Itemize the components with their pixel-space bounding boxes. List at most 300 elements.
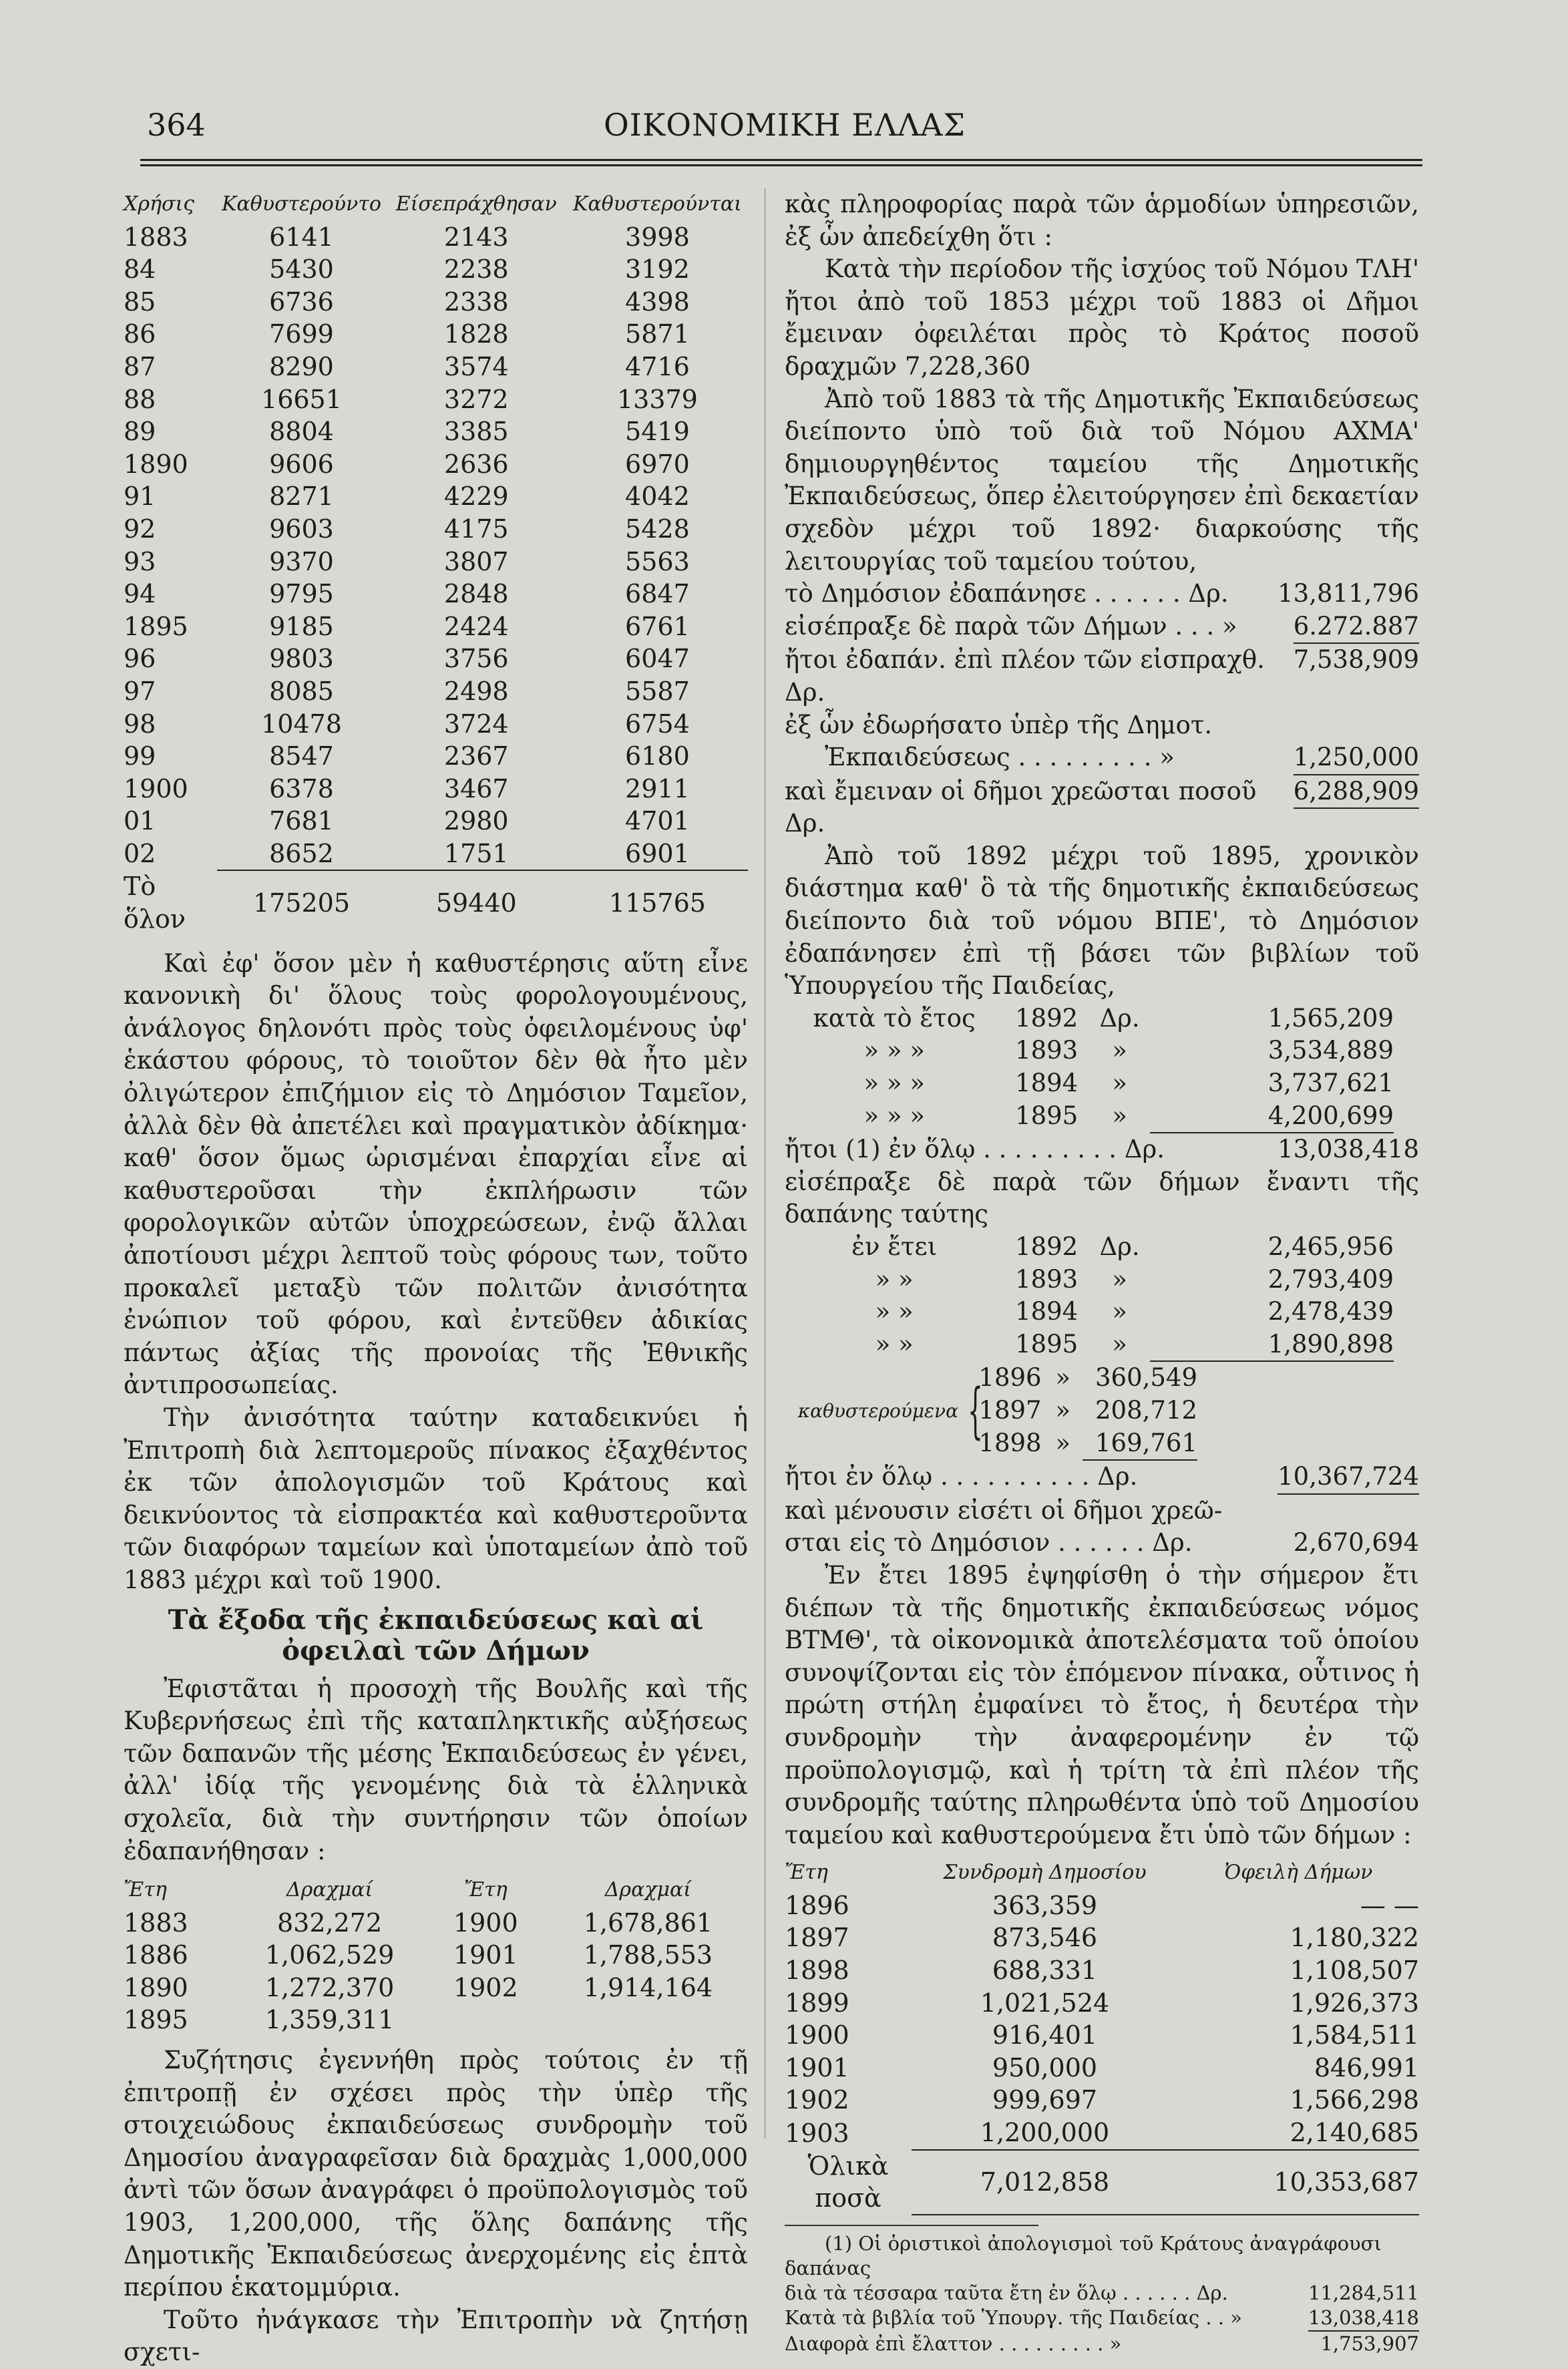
municipal-debt-table	[785, 1857, 1419, 2215]
col-header-contribution: Συνδρομὴ Δημοσίου	[943, 1861, 1147, 1885]
year-cell: 1902	[453, 1972, 518, 2002]
total-collected: 59440	[386, 870, 567, 935]
footnote	[785, 2231, 1419, 2356]
table-row	[124, 675, 748, 708]
amount-cell	[548, 2004, 748, 2036]
table-row	[124, 546, 748, 578]
year-cell	[423, 2004, 548, 2036]
ledger-amount: 2,478,439	[1267, 1297, 1394, 1326]
ledger-prefix: κατὰ τὸ ἔτος	[813, 1003, 976, 1033]
collected-cell: 3756	[443, 644, 509, 674]
running-title: ΟΙΚΟΝΟΜΙΚΗ ΕΛΛΑΣ	[603, 107, 966, 143]
ledger-label: ἤτοι ἐδαπάν. ἐπὶ πλέον τῶν εἰσπραχθ. Δρ.	[785, 645, 1265, 707]
owed-cell: 9606	[269, 449, 334, 479]
ledger-label: εἰσέπραξε δὲ παρὰ τῶν Δήμων . . . »	[785, 611, 1237, 641]
ledger-currency: »	[1112, 1036, 1127, 1065]
year-cell: 98	[124, 709, 156, 739]
outstanding-cell: 6180	[625, 741, 690, 771]
arrears-table-body	[124, 221, 748, 871]
collected-cell: 4175	[443, 514, 509, 544]
table-row	[785, 1889, 1419, 1922]
col-header-year: Χρήσις	[124, 192, 195, 216]
section-heading-line: Τὰ ἔξοδα τῆς ἐκπαιδεύσεως καὶ αἱ	[168, 1604, 704, 1636]
amount-cell: 1,914,164	[583, 1972, 713, 2002]
ledger-year: 1896	[978, 1363, 1042, 1393]
ledger-amount: 6.272.887	[1294, 610, 1419, 645]
outstanding-cell: 2911	[625, 773, 690, 803]
year-cell: 92	[124, 514, 156, 544]
collected-cell: 3272	[443, 384, 509, 414]
remaining-line: καὶ μένουσιν εἰσέτι οἱ δῆμοι χρεῶ-	[785, 1495, 1223, 1525]
table-header-row	[124, 188, 748, 221]
ledger-row	[785, 1067, 1394, 1100]
footnote-label: διὰ τὰ τέσσαρα ταῦτα ἔτη ἐν ὅλῳ . . . . . . Δρ.	[785, 2281, 1228, 2304]
ledger-total-row	[785, 1133, 1419, 1166]
total-contribution: 7,012,858	[912, 2150, 1178, 2215]
footnote-line: (1) Οἱ ὁριστικοὶ ἀπολογισμοὶ τοῦ Κράτους ἀναγράφουσι δαπάνας	[785, 2231, 1382, 2280]
ledger-row	[785, 1035, 1394, 1067]
footnote-amount: 11,284,511	[1308, 2281, 1419, 2304]
owed-cell: 6141	[269, 222, 334, 252]
year-cell: 1883	[124, 1907, 188, 1938]
year-cell: 99	[124, 741, 156, 771]
debt-cell: — —	[1360, 1890, 1419, 1920]
year-cell: 84	[124, 254, 156, 285]
table-row	[124, 286, 748, 319]
ledger-amount: 360,549	[1095, 1363, 1197, 1393]
table-row	[124, 318, 748, 351]
paragraph: Ἐν ἔτει 1895 ἐψηφίσθη ὁ τὴν σήμερον ἔτι διέπων τὰ τῆς δημοτικῆς ἐκπαιδεύσεως νόμος ΒΤΜΘ', τὰ οἰκονομικὰ ἀποτελέσματα τοῦ ὁποίου συνοψίζονται εἰς τὸν ἑπόμενον πίνακα, οὗτινος ἡ πρώτη στήλη ἐμφαίνει τὸ ἔτος, ἡ δευτέρα τὴν συνδρομὴν τὴν ἀναφερομένην ἐν τῷ προϋπολογισμῷ, καὶ ἡ τρίτη τὰ ἐπὶ πλέον τῆς συνδρομῆς ταύτης πληρωθέντα ὑπὸ τοῦ Δημοσίου ταμείου καὶ καθυστερούμενα ἔτι ὑπὸ τῶν δήμων :	[785, 1560, 1419, 1849]
ledger-total-row	[785, 1461, 1419, 1495]
contribution-cell: 688,331	[992, 1956, 1098, 1986]
owed-cell: 9603	[269, 514, 334, 544]
ledger-row	[785, 1296, 1394, 1328]
ledger-amount: 13,038,418	[1278, 1135, 1419, 1164]
footnote-label: Κατὰ τὰ βιβλία τοῦ Ὑπουργ. τῆς Παιδείας . . »	[785, 2306, 1243, 2329]
ledger-currency: »	[1112, 1297, 1127, 1326]
ledger-prefix: ἐν ἔτει	[851, 1232, 938, 1261]
contribution-cell: 950,000	[992, 2052, 1098, 2082]
outstanding-cell: 5419	[625, 417, 690, 447]
ledger-amount: 1,250,000	[1294, 741, 1419, 775]
year-cell: 1898	[785, 1956, 849, 1986]
year-cell: 1901	[453, 1940, 518, 1970]
table-row	[124, 383, 748, 416]
paragraph: Ἐφιστᾶται ἡ προσοχὴ τῆς Βουλῆς καὶ τῆς Κυβερνήσεως ἐπὶ τῆς καταπληκτικῆς αὐξήσεως τῶν δαπανῶν τῆς μέσης Ἐκπαιδεύσεως ἐν γένει, ἀλλ' ἰδίᾳ τῆς γενομένης διὰ τὰ ἑλληνικὰ σχολεῖα, διὰ τὴν συντήρησιν τῶν ὁποίων ἐδαπανήθησαν :	[124, 1674, 748, 1865]
outstanding-cell: 3998	[625, 222, 690, 252]
brace-glyph: {	[968, 1376, 983, 1447]
year-cell: 1890	[124, 449, 188, 479]
paragraph: Τὴν ἀνισότητα ταύτην καταδεικνύει ἡ Ἐπιτροπὴ διὰ λεπτομεροῦς πίνακος ἐξαχθέντος ἐκ τῶν ἀπολογισμῶν τοῦ Κράτους καὶ δεικνύοντος τὰ εἰσπρακτέα καὶ καθυστεροῦντα τῶν διαφόρων ταμείων καὶ ὑποταμείων ἀπὸ τοῦ 1883 μέχρι καὶ τοῦ 1900.	[124, 1403, 748, 1594]
year-cell: 94	[124, 579, 156, 609]
ledger-currency: »	[1112, 1069, 1127, 1098]
owed-cell: 9185	[269, 611, 334, 641]
ledger-year: 1895	[1015, 1101, 1079, 1131]
right-column	[785, 188, 1419, 2356]
ledger-row	[785, 610, 1419, 645]
ledger-row	[785, 775, 1419, 840]
ledger-prefix: » » »	[863, 1101, 925, 1131]
ledger-1892-1895-spent	[785, 1003, 1394, 1133]
ledger-amount: 13,811,796	[1278, 579, 1419, 608]
debt-cell: 846,991	[1314, 2052, 1419, 2082]
ledger-row	[785, 709, 1419, 742]
ledger-year: 1894	[1015, 1069, 1079, 1098]
year-cell: 1897	[785, 1923, 849, 1953]
outstanding-cell: 4042	[625, 482, 690, 512]
contribution-cell: 363,359	[992, 1890, 1098, 1920]
outstanding-cell: 5563	[625, 546, 690, 576]
year-cell: 1900	[785, 2020, 849, 2050]
ledger-row	[785, 1003, 1394, 1035]
ledger-currency: »	[1112, 1264, 1127, 1294]
table-row	[124, 610, 748, 643]
table-row	[124, 838, 748, 871]
ledger-amount: 208,712	[1095, 1395, 1197, 1425]
footnote-amount: 13,038,418	[1308, 2306, 1419, 2332]
table-row	[124, 1972, 748, 2004]
year-cell: 1900	[453, 1907, 518, 1938]
table-row	[124, 480, 748, 513]
table-row	[785, 1954, 1419, 1987]
year-cell: 1900	[124, 773, 188, 803]
ledger-row	[785, 644, 1419, 709]
ledger-amount: 3,534,889	[1267, 1036, 1394, 1065]
page-number: 364	[147, 107, 206, 143]
table-header-row	[124, 1874, 748, 1907]
collected-cell: 4229	[443, 482, 509, 512]
collected-cell: 2848	[443, 579, 509, 609]
outstanding-cell: 4398	[625, 287, 690, 317]
collected-cell: 1828	[443, 319, 509, 349]
outstanding-cell: 5587	[625, 676, 690, 706]
owed-cell: 8085	[269, 676, 334, 706]
owed-cell: 8804	[269, 417, 334, 447]
table-row	[785, 2019, 1419, 2052]
owed-cell: 9803	[269, 644, 334, 674]
owed-cell: 5430	[269, 254, 334, 285]
ledger-row	[785, 1264, 1394, 1296]
ledger-year: 1893	[1015, 1036, 1079, 1065]
table-row	[124, 2004, 748, 2036]
debt-cell: 1,926,373	[1290, 1988, 1419, 2018]
ledger-currency: »	[1055, 1363, 1071, 1393]
ledger-amount: 2,465,956	[1267, 1232, 1394, 1261]
year-cell: 1886	[124, 1940, 188, 1970]
ledger-row	[977, 1395, 1197, 1427]
ledger-amount: 4,200,699	[1150, 1100, 1394, 1133]
table-row	[124, 578, 748, 610]
outstanding-cell: 13379	[616, 384, 698, 414]
outstanding-cell: 6754	[625, 709, 690, 739]
collected-cell: 3724	[443, 709, 509, 739]
ledger-year: 1894	[1015, 1297, 1079, 1326]
ledger-amount: 169,761	[1083, 1427, 1197, 1461]
section-heading-line: ὀφειλαὶ τῶν Δήμων	[282, 1634, 590, 1666]
debt-cell: 1,566,298	[1290, 2085, 1419, 2115]
collected-cell: 2636	[443, 449, 509, 479]
year-cell: 1902	[785, 2085, 849, 2115]
ledger-row	[785, 1328, 1394, 1362]
ledger-amount: 1,890,898	[1150, 1328, 1394, 1362]
total-label: Ὁλικὰ ποσὰ	[807, 2151, 889, 2213]
year-cell: 96	[124, 644, 156, 674]
table-header-row	[785, 1857, 1419, 1889]
col-header-collected: Είσεπράχθησαν	[395, 192, 557, 216]
collected-cell: 2980	[443, 806, 509, 836]
table-row	[124, 643, 748, 675]
collected-cell: 2238	[443, 254, 509, 285]
year-cell: 1883	[124, 222, 188, 252]
paragraph: εἰσέπραξε δὲ παρὰ τῶν δήμων ἔναντι τῆς δαπάνης ταύτης	[785, 1167, 1419, 1229]
ledger-row	[977, 1427, 1197, 1461]
ledger-year: 1898	[978, 1429, 1042, 1458]
year-cell: 88	[124, 384, 156, 414]
table-row	[124, 1939, 748, 1972]
amount-cell: 1,788,553	[583, 1940, 713, 1970]
ledger-label: ἤτοι ἐν ὅλῳ . . . . . . . . . . Δρ.	[785, 1462, 1138, 1491]
table-row	[124, 805, 748, 838]
paragraph: Ἀπὸ τοῦ 1892 μέχρι τοῦ 1895, χρονικὸν διάστημα καθ' ὃ τὰ τῆς δημοτικῆς ἐκπαιδεύσεως διείποντο διὰ τοῦ νόμου ΒΠΕ', τὸ Δημόσιον ἐδαπάνησεν ἐπὶ τῇ βάσει τῶν βιβλίων τοῦ Ὑπουργείου τῆς Παιδείας,	[785, 841, 1419, 1000]
debt-cell: 1,108,507	[1290, 1956, 1419, 1986]
collected-cell: 3385	[443, 417, 509, 447]
ledger-amount: 3,737,621	[1267, 1069, 1394, 1098]
table-row	[124, 513, 748, 546]
outstanding-cell: 6847	[625, 579, 690, 609]
debt-cell: 1,180,322	[1290, 1923, 1419, 1953]
contribution-cell: 873,546	[992, 1923, 1098, 1953]
total-label: Τὸ ὅλον	[124, 872, 186, 934]
ledger-prefix: » »	[875, 1330, 914, 1359]
overdue-label: καθυστερούμενα	[797, 1399, 958, 1422]
header-rule-top	[140, 159, 1422, 161]
remaining-debt	[785, 1495, 1419, 1560]
col-header-years: Ἔτη	[124, 1878, 167, 1902]
ledger-currency: »	[1055, 1429, 1071, 1458]
ledger-year: 1897	[978, 1395, 1042, 1425]
ledger-currency: Δρ.	[1099, 1003, 1140, 1033]
col-header-outstanding: Καθυστερούνται	[572, 192, 742, 216]
debt-cell: 1,584,511	[1290, 2020, 1419, 2050]
municipal-debt-body	[785, 1889, 1419, 2150]
owed-cell: 6378	[269, 773, 334, 803]
table-row	[124, 708, 748, 741]
collected-cell: 2143	[443, 222, 509, 252]
education-spending-table	[124, 1874, 748, 2036]
paragraph: Κατὰ τὴν περίοδον τῆς ἰσχύος τοῦ Νόμου ΤΛΗ' ἤτοι ἀπὸ τοῦ 1853 μέχρι τοῦ 1883 οἱ Δῆμοι ἔμειναν ὀφειλέται πρὸς τὸ Κράτος ποσοῦ δραχμῶν 7,228,360	[785, 254, 1419, 381]
paragraph: Συζήτησις ἐγεννήθη πρὸς τούτοις ἐν τῇ ἐπιτροπῇ ἐν σχέσει πρὸς τὴν ὑπὲρ τῆς στοιχειώδους ἐκπαιδεύσεως συνδρομὴν τοῦ Δημοσίου ἀναγραφεῖσαν διὰ δραχμὰς 1,000,000 ἀντὶ τῶν ὅσων ἀναγράφει ὁ προϋπολογισμὸς τοῦ 1903, 1,200,000, τῆς ὅλης δαπάνης τῆς Δημοτικῆς Ἐκπαιδεύσεως ἀνερχομένης εἰς ἑπτὰ περίπου ἑκατομμύρια.	[124, 2046, 748, 2302]
footnote-rule	[785, 2225, 1038, 2226]
total-outstanding: 115765	[567, 870, 748, 935]
table-total-row	[785, 2150, 1419, 2215]
table-total-row	[124, 870, 748, 935]
footnote-row	[785, 2306, 1419, 2332]
collected-cell: 2498	[443, 676, 509, 706]
ledger-1883-1892	[785, 578, 1419, 840]
ledger-label: ἤτοι (1) ἐν ὅλῳ . . . . . . . . . Δρ.	[785, 1135, 1165, 1164]
table-row	[124, 1907, 748, 1940]
year-cell: 1903	[785, 2118, 849, 2148]
outstanding-cell: 6047	[625, 644, 690, 674]
total-owed: 175205	[217, 870, 385, 935]
year-cell: 01	[124, 806, 156, 836]
year-cell: 86	[124, 319, 156, 349]
footnote-amount: 1,753,907	[1320, 2332, 1419, 2355]
outstanding-cell: 4701	[625, 806, 690, 836]
col-header-owed: Καθυστερούντο	[221, 192, 381, 216]
left-column	[124, 188, 748, 2369]
contribution-cell: 916,401	[992, 2020, 1098, 2050]
table-row	[785, 1987, 1419, 2020]
collected-cell: 2338	[443, 287, 509, 317]
collected-cell: 3574	[443, 351, 509, 381]
ledger-currency: »	[1055, 1395, 1071, 1425]
ledger-label: ἐξ ὧν ἐδωρήσατο ὑπὲρ τῆς Δημοτ.	[785, 710, 1213, 739]
year-cell: 93	[124, 546, 156, 576]
ledger-year: 1895	[1015, 1330, 1079, 1359]
table-row	[785, 2117, 1419, 2150]
outstanding-cell: 5428	[625, 514, 690, 544]
table-row	[124, 740, 748, 773]
ledger-year: 1893	[1015, 1264, 1079, 1294]
page-header	[147, 107, 1422, 154]
ledger-prefix: » »	[875, 1264, 914, 1294]
col-header-debt: Ὀφειλὴ Δήμων	[1224, 1861, 1373, 1885]
col-header-years: Ἔτη	[785, 1861, 828, 1885]
table-row	[785, 1922, 1419, 1954]
collected-cell: 1751	[443, 838, 509, 868]
table-row	[124, 253, 748, 286]
year-cell: 02	[124, 839, 156, 869]
contribution-cell: 999,697	[992, 2085, 1098, 2115]
table-row	[124, 221, 748, 254]
collected-cell: 3807	[443, 546, 509, 576]
ledger-currency: »	[1112, 1330, 1127, 1359]
table-row	[785, 2052, 1419, 2084]
table-row	[785, 2084, 1419, 2117]
owed-cell: 6736	[269, 287, 334, 317]
year-cell: 97	[124, 676, 156, 706]
outstanding-cell: 6761	[625, 611, 690, 641]
year-cell: 85	[124, 287, 156, 317]
debt-cell: 2,140,685	[1178, 2117, 1419, 2150]
ledger-amount: 10,367,724	[1278, 1461, 1419, 1495]
collected-cell: 2424	[443, 611, 509, 641]
collected-cell: 2367	[443, 741, 509, 771]
amount-cell: 1,678,861	[583, 1907, 713, 1938]
collected-cell: 3467	[443, 773, 509, 803]
outstanding-cell: 5871	[625, 319, 690, 349]
year-cell: 1895	[124, 611, 188, 641]
overdue-ledger	[977, 1362, 1197, 1461]
outstanding-cell: 6901	[625, 838, 690, 868]
year-cell: 1895	[124, 2005, 188, 2035]
owed-cell: 8652	[217, 838, 385, 871]
outstanding-cell: 4716	[625, 351, 690, 381]
ledger-amount: 2,670,694	[1293, 1528, 1419, 1558]
ledger-1892-1895-collected	[785, 1231, 1394, 1362]
outstanding-cell: 3192	[625, 254, 690, 285]
ledger-currency: »	[1112, 1101, 1127, 1131]
ledger-row	[785, 1100, 1394, 1133]
ledger-label: τὸ Δημόσιον ἐδαπάνησε . . . . . . Δρ.	[785, 579, 1229, 608]
col-header-drachmas: Δραχμαί	[286, 1878, 373, 1902]
ledger-year: 1892	[1015, 1232, 1079, 1261]
col-header-drachmas: Δραχμαί	[604, 1878, 692, 1902]
ledger-amount: 2,793,409	[1267, 1264, 1394, 1294]
owed-cell: 9370	[269, 546, 334, 576]
education-spending-body	[124, 1907, 748, 2036]
contribution-cell: 1,200,000	[912, 2117, 1178, 2150]
ledger-row	[785, 1527, 1419, 1560]
paragraph: Καὶ ἐφ' ὅσον μὲν ἡ καθυστέρησις αὕτη εἶνε κανονικὴ δι' ὅλους τοὺς φορολογουμένους, ἀνάλογος δηλονότι πρὸς τοὺς ὀφειλομένους ὑφ' ἑκάστου φόρους, τὸ τοιοῦτον δὲν θὰ ἦτο μὲν ὀλιγώτερον ἐπιζήμιον εἰς τὸ Δημόσιον Ταμεῖον, ἀλλὰ δὲν θὰ ἀπετέλει καὶ πραγματικὸν ἀδίκημα· καθ' ὅσον ὅμως ὡρισμέναι ἐπαρχίαι εἶνε αἱ καθυστεροῦσαι τὴν ἐκπλήρωσιν τῶν φορολογικῶν αὐτῶν ὑποχρεώσεων, ἐνῷ ἄλλαι ἀποτίουσι μέχρι λεπτοῦ τοὺς φόρους των, τοῦτο προκαλεῖ μεταξὺ τῶν πολιτῶν ἀνισότητα ἐνώπιον τοῦ φόρου, καὶ ἐντεῦθεν ἀδικίας πάντως ἀξίας τῆς προνοίας τῆς Ἐθνικῆς ἀντιπροσωπείας.	[124, 948, 748, 1400]
owed-cell: 16651	[261, 384, 342, 414]
table-row	[124, 773, 748, 805]
owed-cell: 7681	[269, 806, 334, 836]
ledger-amount: 1,565,209	[1267, 1003, 1394, 1033]
amount-cell: 1,062,529	[264, 1940, 395, 1970]
ledger-year: 1892	[1015, 1003, 1079, 1033]
table-row	[124, 351, 748, 383]
ledger-amount: 7,538,909	[1293, 645, 1419, 675]
ledger-label: σται εἰς τὸ Δημόσιον . . . . . . Δρ.	[785, 1528, 1193, 1558]
outstanding-cell: 6970	[625, 449, 690, 479]
ledger-row	[977, 1362, 1197, 1395]
ledger-prefix: » » »	[863, 1069, 925, 1098]
year-cell: 1899	[785, 1988, 849, 2018]
paragraph: Ἀπὸ τοῦ 1883 τὰ τῆς Δημοτικῆς Ἐκπαιδεύσεως διείποντο ὑπὸ τοῦ διὰ τοῦ Νόμου ΑΧΜΑ' δημιουργηθέντος ταμείου τῆς Δημοτικῆς Ἐκπαιδεύσεως, ὅπερ ἐλειτούργησεν ἐπὶ δεκαετίαν σχεδὸν μέχρι τοῦ 1892· διαρκούσης τῆς λειτουργίας τοῦ ταμείου τούτου,	[785, 384, 1419, 576]
amount-cell: 1,359,311	[264, 2005, 395, 2035]
table-row	[124, 415, 748, 448]
paragraph: Τοῦτο ἠνάγκασε τὴν Ἐπιτροπὴν νὰ ζητήσῃ σχετι-	[124, 2305, 748, 2367]
ledger-amount: 6,288,909	[1294, 775, 1419, 809]
arrears-table	[124, 188, 748, 936]
owed-cell: 8547	[269, 741, 334, 771]
owed-cell: 8290	[269, 351, 334, 381]
ledger-row	[785, 578, 1419, 610]
footnote-label: Διαφορὰ ἐπὶ ἔλαττον . . . . . . . . . »	[785, 2332, 1122, 2355]
header-rule-bottom	[140, 164, 1422, 166]
year-cell: 1896	[785, 1890, 849, 1920]
ledger-label: Ἐκπαιδεύσεως . . . . . . . . . »	[825, 743, 1175, 772]
ledger-label: καὶ ἔμειναν οἱ δῆμοι χρεῶσται ποσοῦ Δρ.	[785, 776, 1257, 838]
ledger-row	[785, 1231, 1394, 1264]
footnote-row	[785, 2281, 1419, 2306]
contribution-cell: 1,021,524	[980, 1988, 1110, 2018]
year-cell: 89	[124, 417, 156, 447]
owed-cell: 8271	[269, 482, 334, 512]
owed-cell: 10478	[261, 709, 342, 739]
overdue-group	[785, 1362, 1419, 1461]
owed-cell: 7699	[269, 319, 334, 349]
ledger-row	[785, 741, 1419, 775]
year-cell: 1901	[785, 2052, 849, 2082]
ledger-prefix: » »	[875, 1297, 914, 1326]
amount-cell: 1,272,370	[264, 1972, 395, 2002]
owed-cell: 9795	[269, 579, 334, 609]
year-cell: 91	[124, 482, 156, 512]
ledger-prefix: » » »	[863, 1036, 925, 1065]
footnote-row	[785, 2332, 1419, 2356]
table-row	[124, 448, 748, 481]
ledger-currency: Δρ.	[1099, 1232, 1140, 1261]
year-cell: 1890	[124, 1972, 188, 2002]
year-cell: 87	[124, 351, 156, 381]
col-header-years: Ἔτη	[463, 1878, 508, 1902]
section-heading	[124, 1605, 748, 1666]
amount-cell: 832,272	[276, 1907, 383, 1938]
total-debt: 10,353,687	[1178, 2150, 1419, 2215]
